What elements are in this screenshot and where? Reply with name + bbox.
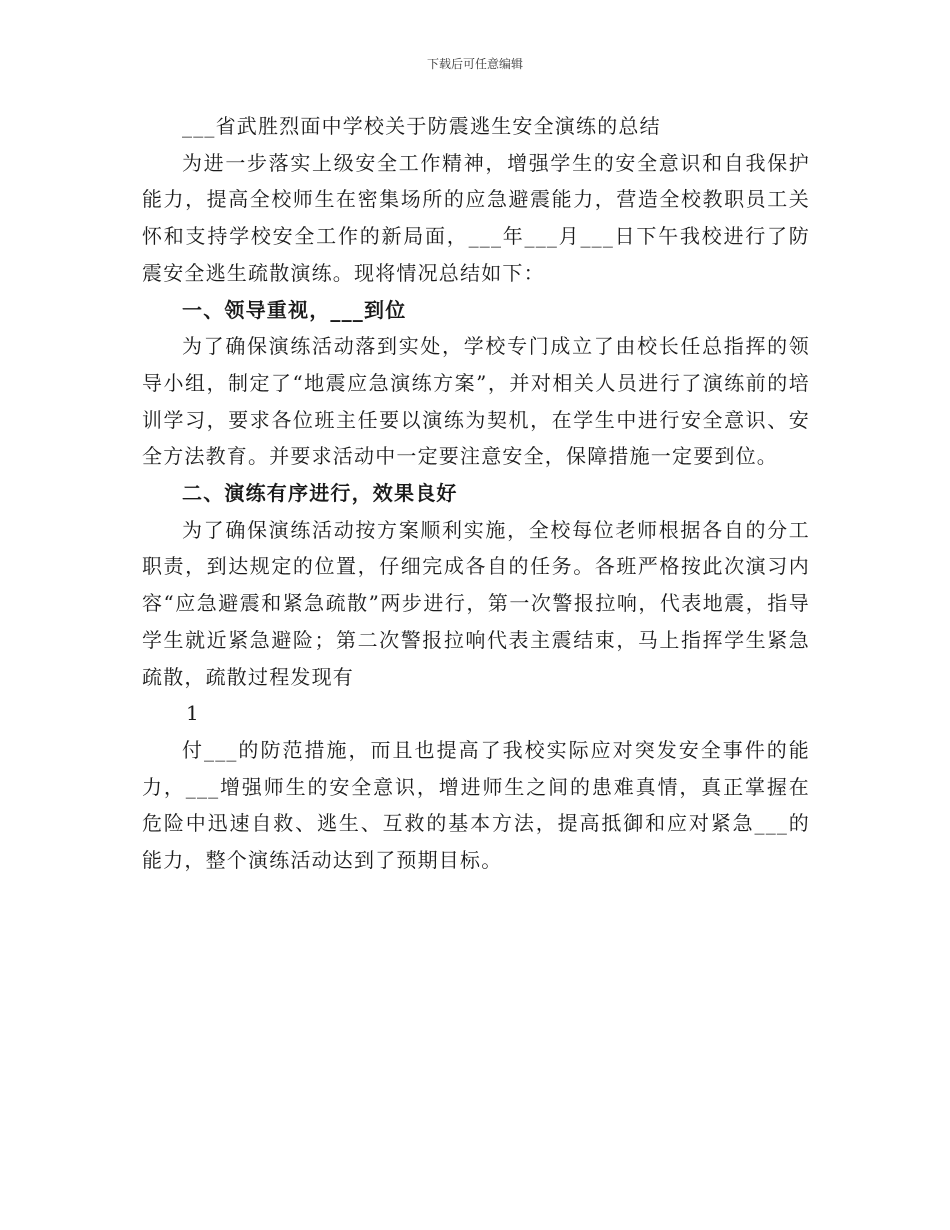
section-1-paragraph: 为了确保演练活动落到实处，学校专门成立了由校长任总指挥的领导小组，制定了“地震应急演练方案”，并对相关人员进行了演练前的培训学习，要求各位班主任要以演练为契机，在学生中进行安全意识、安全方法教育。并要求活动中一定要注意安全，保障措施一定要到位。 <box>142 334 810 469</box>
header-note: 下载后可任意编辑 <box>426 57 523 71</box>
section-heading-2: 二、演练有序进行，效果良好 <box>182 481 458 506</box>
document-body <box>142 108 810 879</box>
intro-paragraph: 为进一步落实上级安全工作精神，增强学生的安全意识和自我保护能力，提高全校师生在密集场所的应急避震能力，营造全校教职员工关怀和支持学校安全工作的新局面，___年___月___日下午我校进行了防震安全逃生疏散演练。现将情况总结如下： <box>142 150 810 285</box>
section-2-paragraph: 为了确保演练活动按方案顺利实施，全校每位老师根据各自的分工职责，到达规定的位置，仔细完成各自的任务。各班严格按此次演习内容“应急避震和紧急疏散”两步进行，第一次警报拉响，代表地震，指导学生就近紧急避险；第二次警报拉响代表主震结束，马上指挥学生紧急疏散，疏散过程发现有 <box>142 517 810 689</box>
section-heading-1: 一、领导重视，___到位 <box>182 297 407 322</box>
closing-paragraph: 付___的防范措施，而且也提高了我校实际应对突发安全事件的能力，___增强师生的安全意识，增进师生之间的患难真情，真正掌握在危险中迅速自救、逃生、互救的基本方法，提高抵御和应对紧急___的能力，整个演练活动达到了预期目标。 <box>142 737 810 873</box>
page-number: 1 <box>186 701 200 726</box>
document-title: ___省武胜烈面中学校关于防震逃生安全演练的总结 <box>182 114 661 138</box>
